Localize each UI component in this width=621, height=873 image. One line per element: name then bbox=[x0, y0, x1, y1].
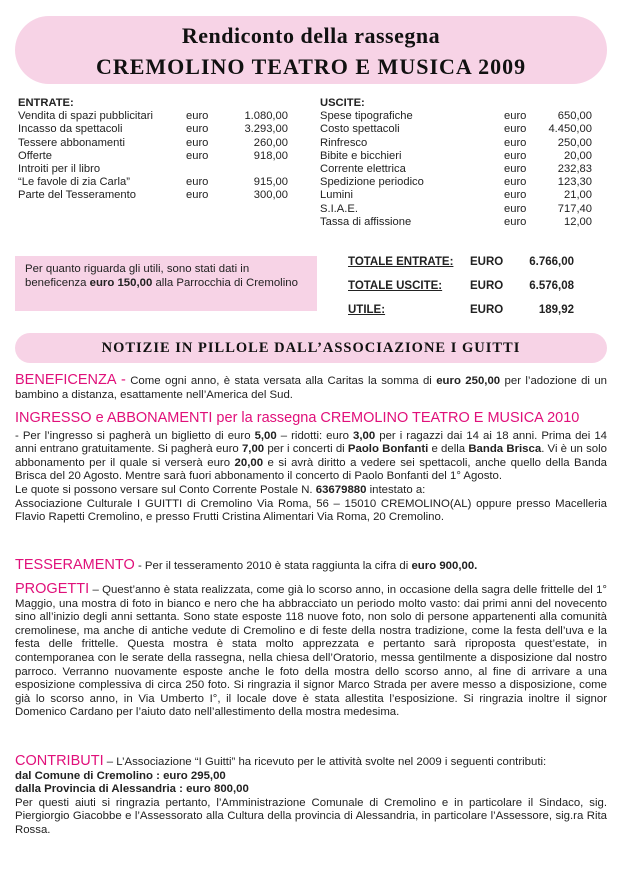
total-currency: EURO bbox=[470, 256, 504, 268]
table-row bbox=[320, 150, 592, 163]
utili-note bbox=[15, 256, 317, 311]
table-row bbox=[320, 110, 592, 123]
total-amount: 6.576,08 bbox=[529, 280, 574, 292]
total-label: TOTALE ENTRATE: bbox=[348, 256, 454, 268]
text: e della bbox=[428, 443, 469, 456]
row-amount: 260,00 bbox=[253, 136, 288, 149]
text: per l’adozione di un bambino a distanza, esattamente nell’America del Sud. bbox=[15, 375, 608, 401]
row-currency: euro bbox=[504, 189, 527, 202]
title-line-1: Rendiconto della rassegna bbox=[181, 23, 441, 48]
text: Associazione Culturale I GUITTI di Cremolino Via Roma, 56 – 15010 CREMOLINO(AL) oppure presso Macelleria Flavio Rapetti Cremolino, e presso Frutti Cristina Alimentari Via Roma, 20 Cremolino. bbox=[15, 497, 607, 524]
total-row bbox=[348, 303, 598, 327]
text: per i concerti di bbox=[264, 443, 348, 456]
row-label: Costo spettacoli bbox=[320, 123, 400, 136]
row-label: Introiti per il libro bbox=[18, 162, 101, 175]
utili-amount: euro 150,00 bbox=[89, 277, 153, 289]
row-amount: 918,00 bbox=[253, 149, 288, 162]
text-bold: 5,00 bbox=[254, 429, 277, 442]
text-bold: dal Comune di Cremolino : euro 295,00 bbox=[15, 769, 226, 782]
total-row bbox=[348, 279, 598, 303]
table-row bbox=[18, 110, 288, 123]
tesseramento-paragraph bbox=[15, 557, 607, 574]
table-row bbox=[320, 176, 592, 189]
row-label: Vendita di spazi pubblicitari bbox=[18, 110, 153, 123]
row-label: S.I.A.E. bbox=[320, 202, 358, 215]
text: – ridotti: euro bbox=[276, 429, 354, 442]
row-amount: 21,00 bbox=[564, 189, 592, 202]
table-row bbox=[18, 163, 288, 176]
total-currency: EURO bbox=[470, 304, 504, 316]
row-currency: euro bbox=[504, 162, 527, 175]
row-currency: euro bbox=[186, 149, 209, 162]
text-bold: 3,00 bbox=[353, 429, 376, 442]
row-amount: 250,00 bbox=[557, 136, 592, 149]
row-amount: 123,30 bbox=[557, 176, 592, 189]
row-label: Tessere abbonamenti bbox=[18, 136, 125, 149]
row-currency: euro bbox=[504, 149, 527, 162]
entrate-title: ENTRATE: bbox=[18, 97, 74, 109]
row-amount: 300,00 bbox=[253, 189, 288, 202]
table-row bbox=[320, 123, 592, 136]
text: . Vi è un solo abbonamento per il quale si verserà euro bbox=[15, 443, 607, 469]
row-amount bbox=[226, 163, 288, 176]
entrate-table bbox=[18, 97, 288, 203]
contributi-heading: CONTRIBUTI bbox=[15, 753, 104, 769]
row-label: Bibite e bicchieri bbox=[320, 149, 402, 162]
table-row bbox=[18, 189, 288, 202]
text: Come ogni anno, è stata versata alla Caritas la somma di bbox=[125, 375, 437, 387]
table-row bbox=[18, 176, 288, 189]
title-banner bbox=[15, 16, 607, 84]
row-label: Rinfresco bbox=[320, 136, 368, 149]
total-currency: EURO bbox=[470, 280, 504, 292]
totals-block bbox=[348, 255, 598, 327]
table-row bbox=[18, 150, 288, 163]
text-bold: 7,00 bbox=[241, 443, 265, 456]
text: e si avrà diritto a vedere sei spettacoli, anche quello della Banda Brisca del 20 Agosto. Mentre sarà fuori abbonamento il concerto di Paolo Bonfanti del 1° Agosto. bbox=[15, 456, 607, 483]
section-title: NOTIZIE IN PILLOLE DALL’ASSOCIAZIONE I GUITTI bbox=[15, 333, 607, 363]
text: Per questi aiuti si ringrazia pertanto, l’Amministrazione Comunale di Cremolino e in particolare il Sindaco, sig. Piergiorgio Giacobbe e l’Assessorato alla Cultura della provincia di Alessandria, in particolare l’Assessore, sig.ra Rita Rossa. bbox=[15, 796, 607, 836]
row-amount: 915,00 bbox=[253, 176, 288, 189]
text-bold: Banda Brisca bbox=[468, 443, 542, 456]
row-label: Lumini bbox=[320, 189, 353, 202]
text: intestato a: bbox=[366, 483, 426, 496]
row-label: “Le favole di zia Carla” bbox=[18, 176, 130, 189]
table-row bbox=[320, 189, 592, 202]
row-currency: euro bbox=[186, 189, 209, 202]
text: – L’Associazione “I Guitti” ha ricevuto per le attività svolte nel 2009 i seguenti contributi: bbox=[103, 756, 547, 768]
row-amount: 20,00 bbox=[564, 149, 592, 162]
contributi-paragraph bbox=[15, 753, 607, 838]
row-amount: 4.450,00 bbox=[548, 123, 592, 136]
row-label: Incasso da spettacoli bbox=[18, 123, 123, 136]
row-currency: euro bbox=[504, 215, 527, 228]
table-row bbox=[320, 203, 592, 216]
total-amount: 189,92 bbox=[538, 304, 574, 316]
progetti-paragraph bbox=[15, 581, 607, 720]
row-label: Spese tipografiche bbox=[320, 110, 413, 123]
text-bold: 63679880 bbox=[315, 483, 367, 496]
row-label: Offerte bbox=[18, 149, 52, 162]
table-row bbox=[320, 216, 592, 229]
text-bold: euro 250,00 bbox=[436, 375, 501, 387]
row-currency: euro bbox=[504, 202, 527, 215]
row-currency: euro bbox=[186, 176, 209, 189]
text-bold: dalla Provincia di Alessandria : euro 800,00 bbox=[15, 783, 249, 796]
row-currency: euro bbox=[504, 110, 527, 123]
beneficenza-paragraph bbox=[15, 372, 607, 402]
row-label: Tassa di affissione bbox=[320, 215, 412, 228]
row-amount: 232,83 bbox=[557, 162, 592, 175]
row-amount: 1.080,00 bbox=[244, 110, 288, 123]
beneficenza-heading: BENEFICENZA - bbox=[15, 372, 126, 388]
total-amount: 6.766,00 bbox=[529, 256, 574, 268]
uscite-table bbox=[320, 97, 592, 229]
text-bold: euro 900,00. bbox=[411, 560, 478, 572]
table-row bbox=[18, 137, 288, 150]
row-label: Parte del Tesseramento bbox=[18, 189, 136, 202]
uscite-title: USCITE: bbox=[320, 97, 365, 109]
utili-text: alla Parrocchia di Cremolino bbox=[152, 277, 298, 289]
table-row bbox=[320, 163, 592, 176]
row-amount: 3.293,00 bbox=[244, 123, 288, 136]
row-currency: euro bbox=[186, 110, 209, 123]
row-currency: euro bbox=[186, 136, 209, 149]
row-amount: 717,40 bbox=[557, 202, 592, 215]
row-currency: euro bbox=[186, 123, 209, 136]
table-row bbox=[320, 137, 592, 150]
text-bold: Paolo Bonfanti bbox=[347, 443, 429, 456]
row-currency: euro bbox=[504, 123, 527, 136]
total-row bbox=[348, 255, 598, 279]
title-line-2: CREMOLINO TEATRO E MUSICA 2009 bbox=[95, 54, 527, 79]
table-row bbox=[18, 123, 288, 136]
text: – Quest’anno è stata realizzata, come già lo scorso anno, in occasione della sagra delle frittelle del 1° Maggio, una mostra di foto in bianco e nero che ha abbracciato un periodo molto vasto: dai primi anni del novecento sino all’inizio degli anni settanta. Sono state esposte 118 nuove foto, non solo di persone appartenenti alla comunità cremolinese, ma anche di antiche vedute di Cremolino e di feste della nostra tradizione, come la festa dell’uva e la festa delle frittelle. Questa mostra è stata molto apprezzata e pertanto sarà riproposta quest’estate, in contemporanea con le serate della rassegna, nella chiesa dell’Oratorio, messa gentilmente a disposizione dal nostro parroco. Verranno nuovamente esposte anche le foto della mostra dello scorso anno, al fine di arrivare a una esposizione complessiva di circa 250 foto. Si ringrazia il signor Marco Strada per avere messo a disposizione, come già lo scorso anno, in Via Umberto I°, il locale dove è stata allestita l’esposizione. Si ringrazia inoltre il signor Domenico Cardano per l’aiuto dato nell’allestimento della mostra medesima. bbox=[15, 584, 607, 719]
total-label: TOTALE USCITE: bbox=[348, 280, 443, 292]
text: per i ragazzi dai 14 ai 18 anni. Prima dei 14 anni entrano gratuitamente. Si pagherà euro bbox=[15, 429, 608, 456]
row-amount: 12,00 bbox=[564, 215, 592, 228]
total-label: UTILE: bbox=[348, 304, 386, 316]
ingresso-paragraph bbox=[15, 410, 607, 525]
row-label: Spedizione periodico bbox=[320, 176, 424, 189]
text: Le quote si possono versare sul Conto Corrente Postale N. bbox=[15, 483, 316, 496]
progetti-heading: PROGETTI bbox=[15, 581, 90, 597]
tesseramento-heading: TESSERAMENTO bbox=[15, 557, 135, 573]
row-currency: euro bbox=[504, 136, 527, 149]
row-currency bbox=[186, 163, 226, 176]
text-bold: 20,00 bbox=[234, 456, 264, 469]
ingresso-heading: INGRESSO e ABBONAMENTI per la rassegna CREMOLINO TEATRO E MUSICA 2010 bbox=[15, 410, 580, 426]
row-label: Corrente elettrica bbox=[320, 162, 406, 175]
row-currency: euro bbox=[504, 176, 527, 189]
row-amount: 650,00 bbox=[557, 110, 592, 123]
text: - Per il tesseramento 2010 è stata raggiunta la cifra di bbox=[134, 560, 412, 572]
text: - Per l’ingresso si pagherà un biglietto di euro bbox=[15, 429, 255, 442]
utili-text: Per quanto riguarda gli utili, sono stati dati in beneficenza bbox=[25, 263, 250, 289]
